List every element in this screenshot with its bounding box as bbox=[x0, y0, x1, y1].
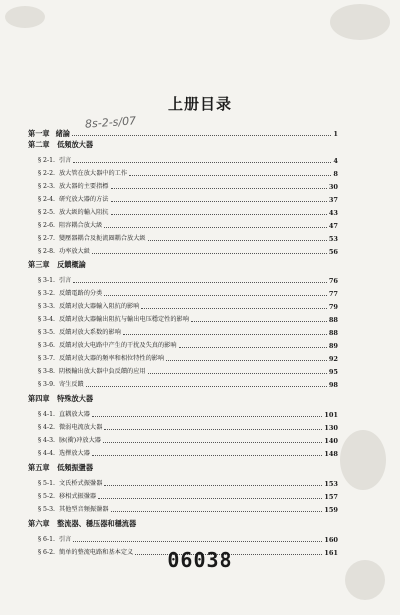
chapter-number: 第二章 bbox=[28, 140, 50, 149]
section-entry: § 4-3. 脉(衝)冲放大器 140 bbox=[38, 437, 338, 445]
page-number: 1 bbox=[333, 130, 338, 138]
section-entry: § 3-4. 反饋对放大器輸出阻抗与輸出电压穩定性的影响 88 bbox=[38, 316, 338, 324]
chapter-number: 第四章 bbox=[28, 394, 50, 403]
chapter-number: 第三章 bbox=[28, 260, 50, 269]
section-entry: § 3-7. 反饋对放大器的頻率和相位特性的影响 92 bbox=[38, 355, 338, 363]
section-entry: § 4-4. 选擇放大器 148 bbox=[38, 450, 338, 458]
chapter-3-heading bbox=[28, 260, 86, 270]
section-entry: § 4-1. 直耦放大器 101 bbox=[38, 411, 338, 419]
section-entry: § 2-1. 引言 4 bbox=[38, 157, 338, 165]
section-entry: § 2-7. 變壓器耦合及扼流圈耦合放大級 53 bbox=[38, 235, 338, 243]
section-entry: § 2-5. 放大級的輸入阻抗 43 bbox=[38, 209, 338, 217]
chapter-title: 反饋概論 bbox=[57, 260, 86, 269]
library-stamp-number: 06038 bbox=[167, 548, 233, 572]
chapter-1-entry bbox=[28, 126, 338, 138]
section-entry: § 2-8. 功率放大級 56 bbox=[38, 248, 338, 256]
section-entry: § 3-9. 寄生反饋 98 bbox=[38, 381, 338, 389]
section-entry: § 3-2. 反饋電路的分类 77 bbox=[38, 290, 338, 298]
section-entry: § 3-3. 反饋对放大器輸入阻抗的影响 79 bbox=[38, 303, 338, 311]
section-entry: § 5-3. 其他型音頻振盪器 159 bbox=[38, 506, 338, 514]
chapter-2-heading bbox=[28, 140, 93, 150]
section-entry: § 6-2. 簡单的整流电路和基本定义 161 bbox=[38, 549, 338, 557]
chapter-title: 整流器、穩压器和穩流器 bbox=[57, 519, 137, 528]
chapter-title: 低頻振盪器 bbox=[57, 463, 94, 472]
section-entry: § 3-8. 阴极輸出放大器中負反饋的应用 95 bbox=[38, 368, 338, 376]
chapter-title: 特殊放大器 bbox=[57, 394, 94, 403]
section-entry: § 3-1. 引言 76 bbox=[38, 277, 338, 285]
section-entry: § 2-3. 放大器的主要指標 30 bbox=[38, 183, 338, 191]
chapter-4-heading bbox=[28, 394, 93, 404]
handwritten-note: 8s-2-s/07 bbox=[84, 114, 137, 131]
section-entry: § 5-2. 移相式振盪器 157 bbox=[38, 493, 338, 501]
chapter-title: 低頻放大器 bbox=[57, 140, 94, 149]
section-entry: § 3-6. 反饋对放大电路中产生的干扰及失真的影响 89 bbox=[38, 342, 338, 350]
toc-title: 上册目录 bbox=[167, 95, 232, 113]
section-entry: § 2-2. 放大管在放大器中的工作 8 bbox=[38, 170, 338, 178]
leader-dots bbox=[72, 134, 331, 136]
section-entry: § 3-5. 反饋对放大系数的影响 88 bbox=[38, 329, 338, 337]
chapter-number: 第一章 bbox=[28, 129, 50, 138]
section-entry: § 2-4. 研究放大器的方法 37 bbox=[38, 196, 338, 204]
section-entry: § 6-1. 引言 160 bbox=[38, 536, 338, 544]
section-entry: § 2-6. 阻容耦合放大級 47 bbox=[38, 222, 338, 230]
chapter-title: 緒論 bbox=[55, 129, 70, 138]
chapter-6-heading bbox=[28, 519, 136, 529]
chapter-number: 第六章 bbox=[28, 519, 50, 528]
chapter-5-heading bbox=[28, 463, 93, 473]
section-entry: § 4-2. 微弱电流放大器 130 bbox=[38, 424, 338, 432]
section-entry: § 5-1. 文氏桥式振盪器 153 bbox=[38, 480, 338, 488]
chapter-number: 第五章 bbox=[28, 463, 50, 472]
